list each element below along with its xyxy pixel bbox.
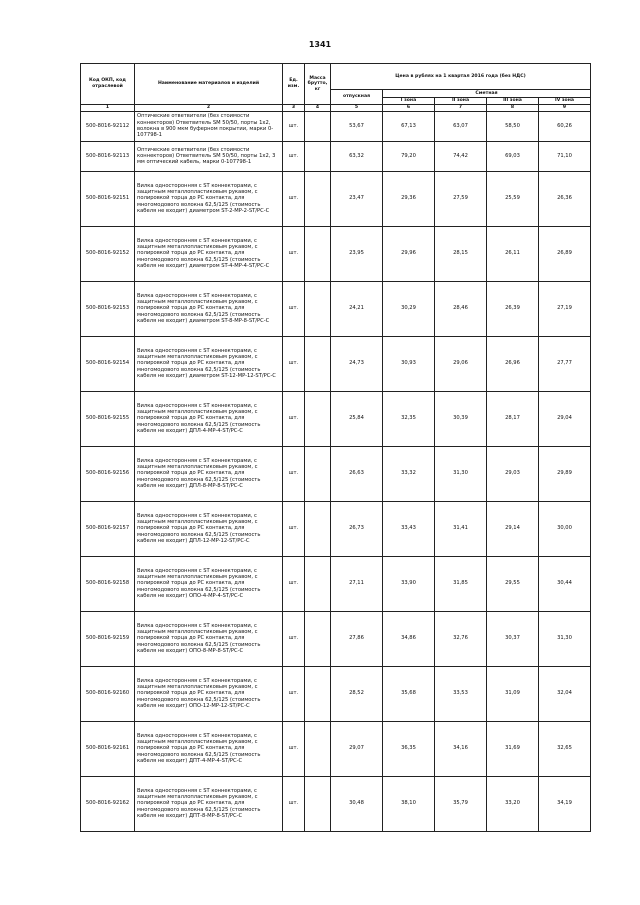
release-price: 29,07: [331, 721, 383, 776]
column-number: 3: [283, 104, 305, 111]
header-price-group: Цена в рублях на 1 квартал 2016 года (без НДС): [331, 64, 591, 90]
item-name: Вилка односторонняя с ST коннекторами, с защитным металлопластиковым рукавом, с полировкой торца до PC контакта, для многомодового волокна 62,5/125 (стоимость кабеля не входит) диаметром ST-4-MP-4-ST/PC-C: [135, 226, 283, 281]
item-code: 500-8016-92113: [81, 141, 135, 171]
item-name: Вилка односторонняя с ST коннекторами, с защитным металлопластиковым рукавом, с полировкой торца до PC контакта, для многомодового волокна 62,5/125 (стоимость кабеля не входит) ДПТ-4-MP-4-ST/PC-C: [135, 721, 283, 776]
item-code: 500-8016-92155: [81, 391, 135, 446]
item-name: Вилка односторонняя с ST коннекторами, с защитным металлопластиковым рукавом, с полировкой торца до PC контакта, для многомодового волокна 62,5/125 (стоимость кабеля не входит) диаметром ST-8-MP-8-ST/PC-C: [135, 281, 283, 336]
release-price: 53,67: [331, 111, 383, 141]
release-price: 25,84: [331, 391, 383, 446]
item-unit: шт.: [283, 776, 305, 831]
item-name: Вилка односторонняя с ST коннекторами, с защитным металлопластиковым рукавом, с полировкой торца до PC контакта, для многомодового волокна 62,5/125 (стоимость кабеля не входит) диаметром ST-2-MP-2-ST/PC-C: [135, 171, 283, 226]
zone-4-price: 71,10: [539, 141, 591, 171]
item-mass: [305, 336, 331, 391]
column-number: 7: [435, 104, 487, 111]
zone-2-price: 27,59: [435, 171, 487, 226]
table-row: [81, 171, 591, 226]
page-number: 1341: [308, 40, 332, 49]
zone-2-price: 34,16: [435, 721, 487, 776]
zone-1-price: 33,90: [383, 556, 435, 611]
column-number: 6: [383, 104, 435, 111]
column-numbers-row: [81, 104, 591, 111]
item-unit: шт.: [283, 226, 305, 281]
item-unit: шт.: [283, 556, 305, 611]
zone-4-price: 26,36: [539, 171, 591, 226]
release-price: 27,11: [331, 556, 383, 611]
table-row: [81, 111, 591, 141]
table-row: [81, 141, 591, 171]
release-price: 26,73: [331, 501, 383, 556]
zone-2-price: 28,46: [435, 281, 487, 336]
item-unit: шт.: [283, 721, 305, 776]
zone-3-price: 26,11: [487, 226, 539, 281]
item-name: Вилка односторонняя с ST коннекторами, с защитным металлопластиковым рукавом, с полировкой торца до PC контакта, для многомодового волокна 62,5/125 (стоимость кабеля не входит) ДПЛ-4-MP-4-ST/PC-C: [135, 391, 283, 446]
zone-2-price: 31,41: [435, 501, 487, 556]
item-mass: [305, 501, 331, 556]
item-name: Оптические ответвители (без стоимости коннекторов) Ответвитель SM 50/50, порты 1x2, волокна в 900 мкм буферном покрытии, марки 0-107798-1: [135, 111, 283, 141]
release-price: 23,47: [331, 171, 383, 226]
zone-2-price: 31,30: [435, 446, 487, 501]
table-row: [81, 556, 591, 611]
zone-3-price: 29,14: [487, 501, 539, 556]
item-code: 500-8016-92157: [81, 501, 135, 556]
column-number: 1: [81, 104, 135, 111]
zone-2-price: 35,79: [435, 776, 487, 831]
header-name: Наименование материалов и изделий: [135, 64, 283, 105]
zone-1-price: 67,13: [383, 111, 435, 141]
release-price: 28,52: [331, 666, 383, 721]
column-number: 5: [331, 104, 383, 111]
zone-3-price: 29,03: [487, 446, 539, 501]
table-row: [81, 501, 591, 556]
zone-1-price: 29,36: [383, 171, 435, 226]
zone-4-price: 60,26: [539, 111, 591, 141]
item-mass: [305, 391, 331, 446]
item-unit: шт.: [283, 111, 305, 141]
zone-1-price: 33,32: [383, 446, 435, 501]
header-mass: Масса брутто, кг: [305, 64, 331, 105]
item-name: Вилка односторонняя с ST коннекторами, с защитным металлопластиковым рукавом, с полировкой торца до PC контакта, для многомодового волокна 62,5/125 (стоимость кабеля не входит) ОПО-4-MP-4-ST/PC-C: [135, 556, 283, 611]
table-row: [81, 611, 591, 666]
item-name: Вилка односторонняя с ST коннекторами, с защитным металлопластиковым рукавом, с полировкой торца до PC контакта, для многомодового волокна 62,5/125 (стоимость кабеля не входит) ДПЛ-12-MP-12-ST/PC-C: [135, 501, 283, 556]
zone-2-price: 31,85: [435, 556, 487, 611]
item-mass: [305, 111, 331, 141]
item-unit: шт.: [283, 391, 305, 446]
item-code: 500-8016-92151: [81, 171, 135, 226]
header-zone-2: II зона: [435, 98, 487, 105]
item-code: 500-8016-92156: [81, 446, 135, 501]
item-unit: шт.: [283, 281, 305, 336]
table-row: [81, 446, 591, 501]
item-name: Вилка односторонняя с ST коннекторами, с защитным металлопластиковым рукавом, с полировкой торца до PC контакта, для многомодового волокна 62,5/125 (стоимость кабеля не входит) ДПТ-8-MP-8-ST/PC-C: [135, 776, 283, 831]
item-name: Вилка односторонняя с ST коннекторами, с защитным металлопластиковым рукавом, с полировкой торца до PC контакта, для многомодового волокна 62,5/125 (стоимость кабеля не входит) ОПО-12-MP-12-ST/PC-C: [135, 666, 283, 721]
item-code: 500-8016-92159: [81, 611, 135, 666]
item-unit: шт.: [283, 141, 305, 171]
zone-4-price: 26,89: [539, 226, 591, 281]
zone-2-price: 28,15: [435, 226, 487, 281]
item-name: Вилка односторонняя с ST коннекторами, с защитным металлопластиковым рукавом, с полировкой торца до PC контакта, для многомодового волокна 62,5/125 (стоимость кабеля не входит) ОПО-8-MP-8-ST/PC-C: [135, 611, 283, 666]
item-mass: [305, 141, 331, 171]
item-code: 500-8016-92152: [81, 226, 135, 281]
release-price: 63,32: [331, 141, 383, 171]
item-mass: [305, 611, 331, 666]
item-code: 500-8016-92161: [81, 721, 135, 776]
zone-1-price: 38,10: [383, 776, 435, 831]
zone-1-price: 32,35: [383, 391, 435, 446]
zone-3-price: 33,20: [487, 776, 539, 831]
zone-4-price: 32,04: [539, 666, 591, 721]
zone-2-price: 29,06: [435, 336, 487, 391]
zone-2-price: 32,76: [435, 611, 487, 666]
zone-1-price: 33,43: [383, 501, 435, 556]
zone-4-price: 30,00: [539, 501, 591, 556]
zone-3-price: 25,59: [487, 171, 539, 226]
zone-2-price: 63,07: [435, 111, 487, 141]
zone-2-price: 74,42: [435, 141, 487, 171]
zone-3-price: 30,37: [487, 611, 539, 666]
item-mass: [305, 171, 331, 226]
zone-3-price: 26,39: [487, 281, 539, 336]
item-mass: [305, 281, 331, 336]
release-price: 23,95: [331, 226, 383, 281]
release-price: 27,86: [331, 611, 383, 666]
item-code: 500-8016-92154: [81, 336, 135, 391]
table-row: [81, 721, 591, 776]
header-zone-4: IV зона: [539, 98, 591, 105]
item-code: 500-8016-92112: [81, 111, 135, 141]
zone-4-price: 34,19: [539, 776, 591, 831]
header-release: отпускная: [331, 90, 383, 105]
item-code: 500-8016-92153: [81, 281, 135, 336]
zone-2-price: 30,39: [435, 391, 487, 446]
item-mass: [305, 226, 331, 281]
zone-3-price: 31,09: [487, 666, 539, 721]
zone-1-price: 36,35: [383, 721, 435, 776]
item-unit: шт.: [283, 446, 305, 501]
header-zone-3: III зона: [487, 98, 539, 105]
header-estimate: Сметная: [383, 90, 591, 98]
table-body: [81, 111, 591, 831]
zone-3-price: 31,69: [487, 721, 539, 776]
release-price: 24,21: [331, 281, 383, 336]
zone-1-price: 79,20: [383, 141, 435, 171]
item-unit: шт.: [283, 501, 305, 556]
header-code: Код ОКП, код отраслевой: [81, 64, 135, 105]
item-mass: [305, 446, 331, 501]
zone-1-price: 35,68: [383, 666, 435, 721]
item-mass: [305, 666, 331, 721]
zone-1-price: 30,29: [383, 281, 435, 336]
zone-4-price: 27,19: [539, 281, 591, 336]
release-price: 26,63: [331, 446, 383, 501]
item-name: Вилка односторонняя с ST коннекторами, с защитным металлопластиковым рукавом, с полировкой торца до PC контакта, для многомодового волокна 62,5/125 (стоимость кабеля не входит) диаметром ST-12-MP-12-ST/PC-C: [135, 336, 283, 391]
zone-4-price: 29,89: [539, 446, 591, 501]
price-table: [80, 63, 591, 832]
release-price: 24,73: [331, 336, 383, 391]
header-unit: Ед. изм.: [283, 64, 305, 105]
item-mass: [305, 721, 331, 776]
zone-1-price: 29,96: [383, 226, 435, 281]
zone-4-price: 32,65: [539, 721, 591, 776]
release-price: 30,48: [331, 776, 383, 831]
table-row: [81, 776, 591, 831]
zone-1-price: 34,86: [383, 611, 435, 666]
item-name: Оптические ответвители (без стоимости коннекторов) Ответвитель SM 50/50, порты 1x2, 3 мм оптический кабель, марки 0-107798-1: [135, 141, 283, 171]
item-mass: [305, 556, 331, 611]
item-code: 500-8016-92158: [81, 556, 135, 611]
zone-3-price: 29,55: [487, 556, 539, 611]
item-unit: шт.: [283, 666, 305, 721]
table-row: [81, 391, 591, 446]
column-number: 9: [539, 104, 591, 111]
zone-4-price: 29,04: [539, 391, 591, 446]
zone-3-price: 26,96: [487, 336, 539, 391]
zone-4-price: 27,77: [539, 336, 591, 391]
header-zone-1: I зона: [383, 98, 435, 105]
zone-4-price: 31,30: [539, 611, 591, 666]
column-number: 2: [135, 104, 283, 111]
zone-2-price: 33,53: [435, 666, 487, 721]
item-code: 500-8016-92162: [81, 776, 135, 831]
table-header: [81, 64, 591, 112]
column-number: 8: [487, 104, 539, 111]
zone-3-price: 69,03: [487, 141, 539, 171]
item-code: 500-8016-92160: [81, 666, 135, 721]
column-number: 4: [305, 104, 331, 111]
zone-4-price: 30,44: [539, 556, 591, 611]
item-unit: шт.: [283, 171, 305, 226]
zone-3-price: 58,50: [487, 111, 539, 141]
item-unit: шт.: [283, 336, 305, 391]
item-unit: шт.: [283, 611, 305, 666]
zone-3-price: 28,17: [487, 391, 539, 446]
zone-1-price: 30,93: [383, 336, 435, 391]
table-row: [81, 281, 591, 336]
item-name: Вилка односторонняя с ST коннекторами, с защитным металлопластиковым рукавом, с полировкой торца до PC контакта, для многомодового волокна 62,5/125 (стоимость кабеля не входит) ДПЛ-8-MP-8-ST/PC-C: [135, 446, 283, 501]
table-row: [81, 336, 591, 391]
table-row: [81, 666, 591, 721]
item-mass: [305, 776, 331, 831]
table-row: [81, 226, 591, 281]
